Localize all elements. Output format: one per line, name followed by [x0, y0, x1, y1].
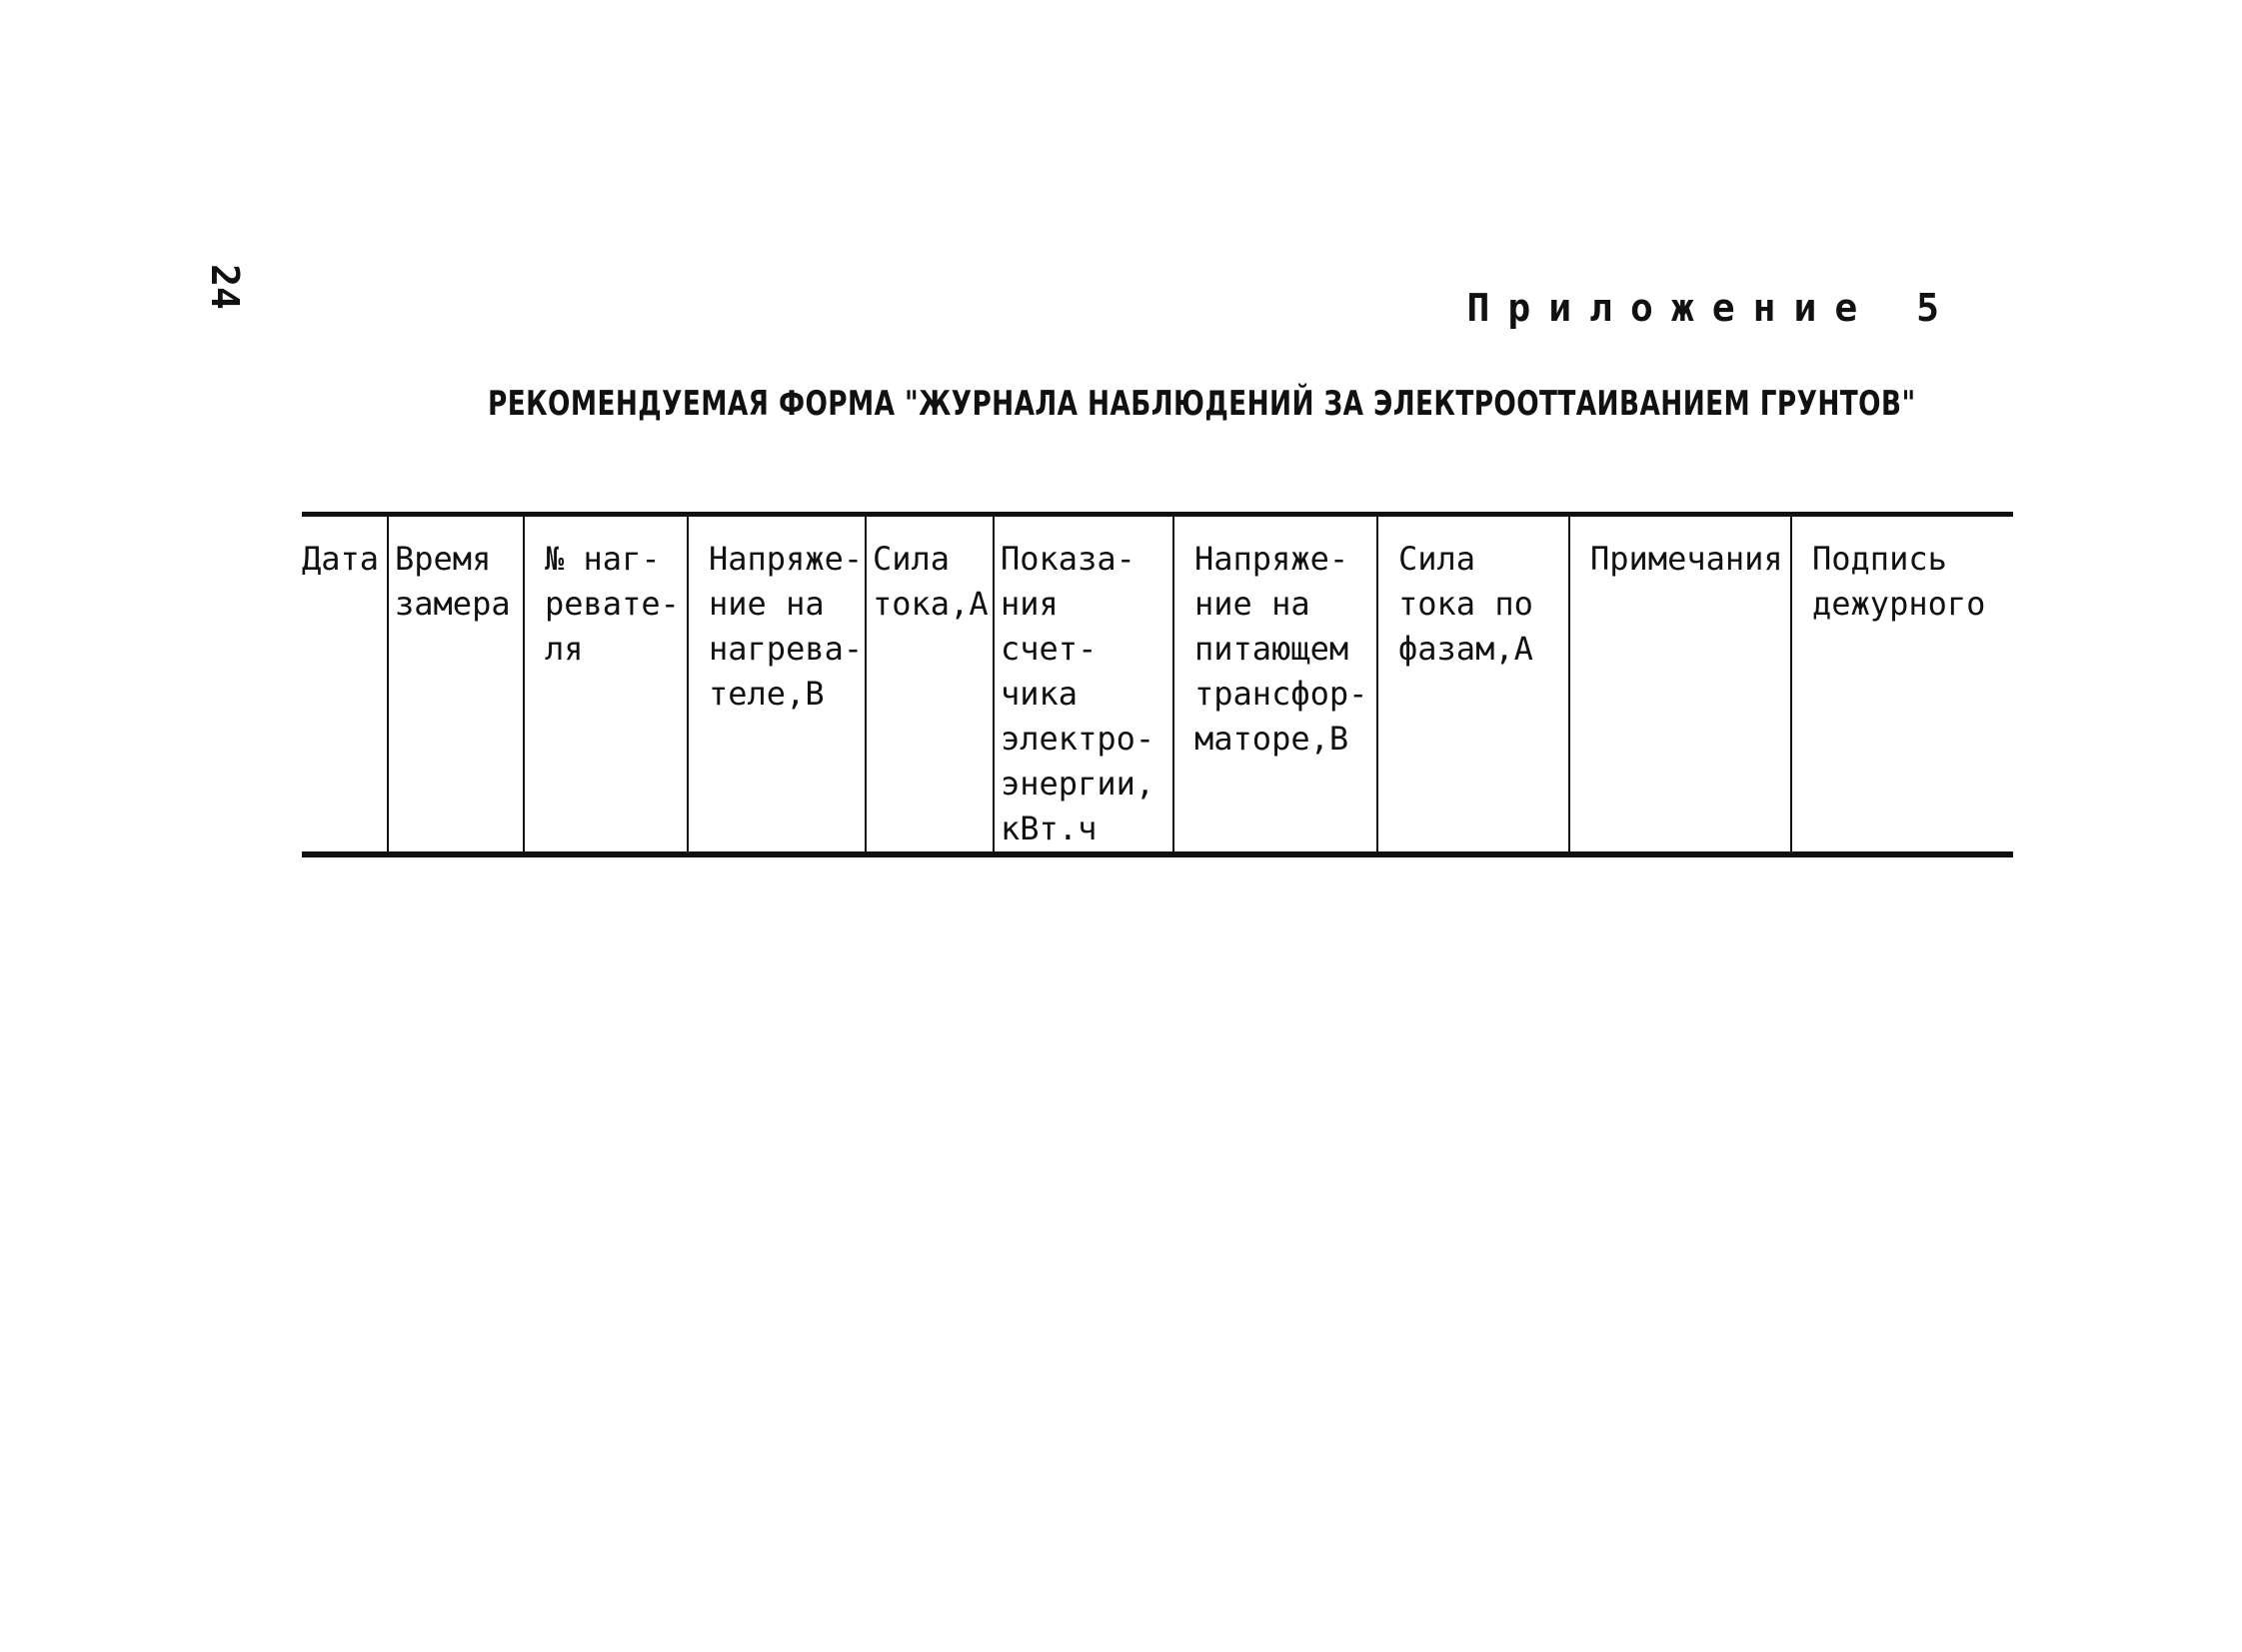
- column-header-date: Дата: [302, 540, 380, 578]
- column-header-heater-voltage: Напряже- ние на нагрева- теле,В: [688, 515, 866, 855]
- page-number: 24: [203, 264, 247, 310]
- column-header-current: Сила тока,А: [866, 515, 994, 855]
- column-header-meter-readings: Показа- ния счет- чика электро- энергии, кВт.ч: [994, 515, 1173, 855]
- column-header-heater-number: № наг- ревате- ля: [524, 515, 688, 855]
- column-header-measurement-time: Время замера: [388, 515, 524, 855]
- table-header-row: [302, 515, 2013, 855]
- column-header-notes: Примечания: [1569, 515, 1791, 855]
- observation-journal-table: [302, 512, 2013, 857]
- column-header-phase-current: Сила тока по фазам,А: [1377, 515, 1569, 855]
- column-header-transformer-voltage: Напряже- ние на питающем трансфор- маторе,В: [1173, 515, 1377, 855]
- form-title: РЕКОМЕНДУЕМАЯ ФОРМА "ЖУРНАЛА НАБЛЮДЕНИЙ ЗА ЭЛЕКТРООТТАИВАНИЕМ ГРУНТОВ": [488, 384, 1916, 424]
- column-header-duty-signature: Подпись дежурного: [1791, 515, 2013, 855]
- appendix-label: Приложение 5: [1466, 286, 1957, 330]
